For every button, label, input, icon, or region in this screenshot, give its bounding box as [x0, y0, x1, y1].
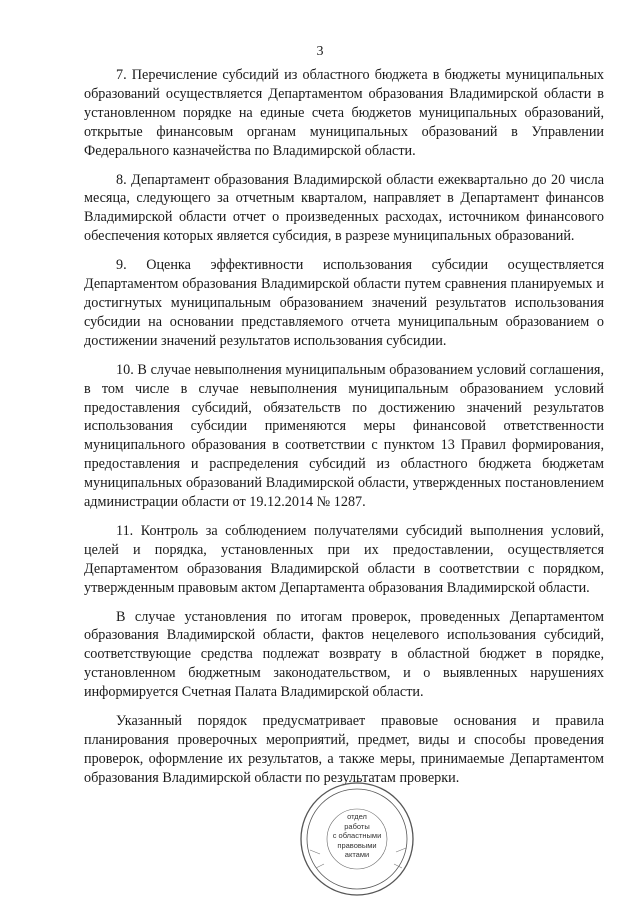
- paragraph-10: 10. В случае невыполнения муниципальным образованием условий соглашения, в том числе в случае невыполнения муниципальным образованием условий предоставления субсидий, обязательств по достижению значений результатов использования субсидии применяются меры финансовой ответственности муниципального образования в соответствии с пунктом 13 Правил формирования, предоставления и распределения субсидий из областного бюджета бюджетам муниципальных образований Владимирской области, утвержденных постановлением администрации области от 19.12.2014 № 1287.: [84, 361, 604, 511]
- stamp-line: отдел: [347, 812, 367, 821]
- stamp-text: [298, 812, 416, 860]
- stamp-line: актами: [344, 850, 370, 859]
- paragraph-7: 7. Перечисление субсидий из областного бюджета в бюджеты муниципальных образований осуществляется Департаментом образования Владимирской области в установленном порядке на единые счета бюджетов муниципальных образований, открытые финансовым органам муниципальных образований в Управлении Федерального казначейства по Владимирской области.: [84, 67, 604, 159]
- paragraph-8: 8. Департамент образования Владимирской области ежеквартально до 20 числа месяца, следующего за отчетным кварталом, направляет в Департамент финансов Владимирской области отчет о произведенных расходах, источником финансового обеспечения которых является субсидия, в разрезе муниципальных образований.: [84, 171, 604, 245]
- document-body: [84, 66, 604, 798]
- page-number: 3: [316, 44, 324, 59]
- paragraph-procedure: Указанный порядок предусматривает правовые основания и правила планирования проверочных мероприятий, предмет, виды и способы проведения проверок, оформление их результатов, а также меры, принимаемые Департаментом образования Владимирской области по результатам проверки.: [84, 713, 604, 786]
- official-stamp: [298, 780, 416, 898]
- stamp-line: с областными: [332, 831, 382, 840]
- paragraph-9: 9. Оценка эффективности использования субсидии осуществляется Департаментом образования Владимирской области путем сравнения планируемых и достигнутых муниципальным образованием значений результатов использования субсидии на основании представляемого отчета муниципальным образованием о достижении значений результатов использования субсидии.: [84, 257, 604, 349]
- paragraph-11: 11. Контроль за соблюдением получателями субсидий выполнения условий, целей и порядка, установленных при их предоставлении, осуществляется Департаментом образования Владимирской области в соответствии с порядком, утвержденным правовым актом Департамента образования Владимирской области.: [84, 522, 604, 596]
- stamp-line: правовыми: [337, 840, 377, 850]
- stamp-line: работы: [344, 821, 370, 831]
- paragraph-violations: В случае установления по итогам проверок, проведенных Департаментом образования Владимирской области, фактов нецелевого использования субсидий, соответствующие средства подлежат возврату в областной бюджет в порядке, установленном бюджетным законодательством, и о выявленных нарушениях информируется Счетная Палата Владимирской области.: [84, 608, 604, 701]
